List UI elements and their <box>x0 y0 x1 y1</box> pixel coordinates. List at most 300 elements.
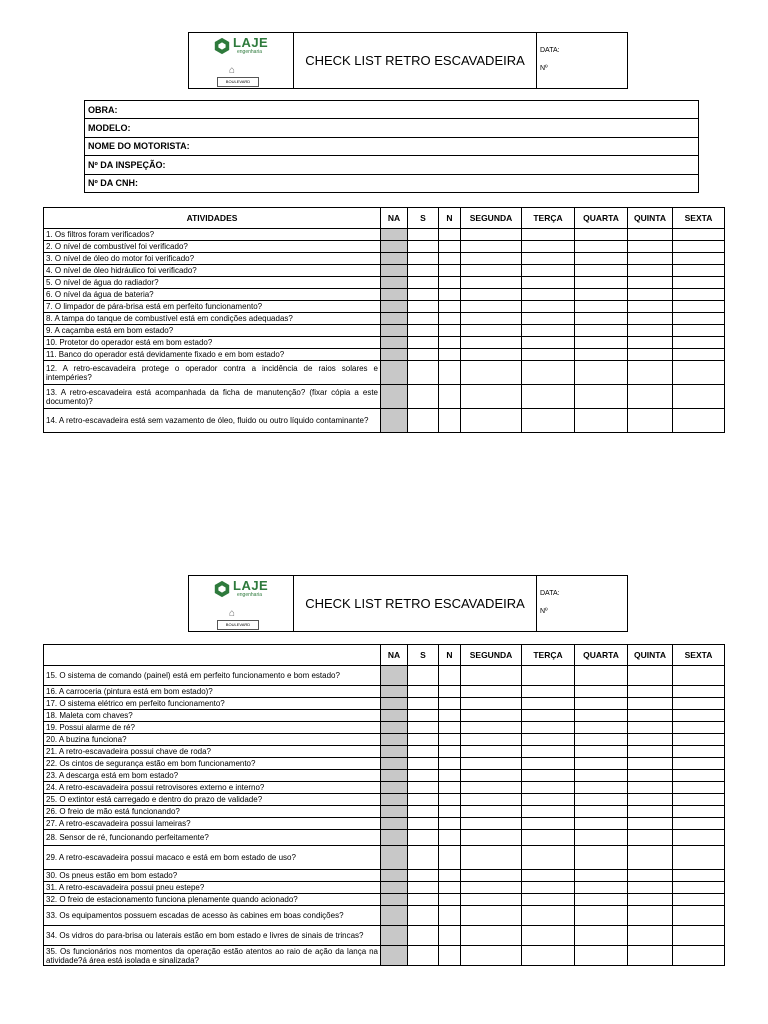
check-cell[interactable] <box>575 722 628 734</box>
check-cell[interactable] <box>439 686 461 698</box>
check-cell[interactable] <box>522 770 575 782</box>
check-cell[interactable] <box>408 686 439 698</box>
check-cell[interactable] <box>439 870 461 882</box>
check-cell[interactable] <box>575 770 628 782</box>
check-cell[interactable] <box>673 882 725 894</box>
check-cell[interactable] <box>461 906 522 926</box>
check-cell[interactable] <box>461 337 522 349</box>
number-label: Nº <box>540 65 548 72</box>
check-cell[interactable] <box>461 710 522 722</box>
check-cell[interactable] <box>628 265 673 277</box>
check-cell[interactable] <box>673 289 725 301</box>
check-cell[interactable] <box>628 734 673 746</box>
check-cell[interactable] <box>408 782 439 794</box>
check-cell[interactable] <box>522 746 575 758</box>
check-cell[interactable] <box>628 806 673 818</box>
check-cell[interactable] <box>439 734 461 746</box>
check-cell[interactable] <box>381 794 408 806</box>
check-cell[interactable] <box>461 794 522 806</box>
activity-text: 16. A carroceria (pintura está em bom estado)? <box>44 686 381 698</box>
check-cell[interactable] <box>522 253 575 265</box>
check-cell[interactable] <box>461 301 522 313</box>
check-cell[interactable] <box>522 409 575 433</box>
check-cell[interactable] <box>439 265 461 277</box>
check-cell[interactable] <box>461 882 522 894</box>
check-cell[interactable] <box>408 870 439 882</box>
check-cell[interactable] <box>461 734 522 746</box>
company-logo <box>189 33 294 88</box>
check-cell[interactable] <box>439 818 461 830</box>
table-row <box>44 794 725 806</box>
check-cell[interactable] <box>522 818 575 830</box>
check-cell[interactable] <box>575 325 628 337</box>
check-cell[interactable] <box>673 313 725 325</box>
check-cell[interactable] <box>575 782 628 794</box>
check-cell[interactable] <box>461 325 522 337</box>
check-cell[interactable] <box>461 277 522 289</box>
check-cell[interactable] <box>381 710 408 722</box>
check-cell[interactable] <box>575 746 628 758</box>
check-cell[interactable] <box>522 870 575 882</box>
check-cell[interactable] <box>673 870 725 882</box>
check-cell[interactable] <box>522 277 575 289</box>
check-cell[interactable] <box>408 666 439 686</box>
check-cell[interactable] <box>628 277 673 289</box>
check-cell[interactable] <box>408 229 439 241</box>
check-cell[interactable] <box>439 253 461 265</box>
check-cell[interactable] <box>461 830 522 846</box>
check-cell[interactable] <box>522 894 575 906</box>
check-cell[interactable] <box>522 349 575 361</box>
check-cell[interactable] <box>673 349 725 361</box>
check-cell[interactable] <box>628 698 673 710</box>
check-cell[interactable] <box>628 830 673 846</box>
check-cell[interactable] <box>575 385 628 409</box>
check-cell[interactable] <box>522 265 575 277</box>
check-cell[interactable] <box>575 818 628 830</box>
check-cell[interactable] <box>408 277 439 289</box>
check-cell[interactable] <box>575 337 628 349</box>
check-cell[interactable] <box>673 666 725 686</box>
check-cell[interactable] <box>522 229 575 241</box>
check-cell[interactable] <box>439 325 461 337</box>
check-cell[interactable] <box>575 806 628 818</box>
check-cell[interactable] <box>575 686 628 698</box>
check-cell[interactable] <box>628 794 673 806</box>
check-cell[interactable] <box>575 830 628 846</box>
check-cell[interactable] <box>673 806 725 818</box>
check-cell[interactable] <box>461 253 522 265</box>
check-cell[interactable] <box>439 337 461 349</box>
check-cell[interactable] <box>439 758 461 770</box>
check-cell[interactable] <box>408 906 439 926</box>
check-cell[interactable] <box>461 926 522 946</box>
check-cell[interactable] <box>673 686 725 698</box>
check-cell[interactable] <box>575 277 628 289</box>
check-cell[interactable] <box>408 325 439 337</box>
check-cell[interactable] <box>461 782 522 794</box>
check-cell[interactable] <box>575 846 628 870</box>
check-cell[interactable] <box>575 253 628 265</box>
check-cell[interactable] <box>408 818 439 830</box>
check-cell[interactable] <box>628 361 673 385</box>
check-cell[interactable] <box>439 946 461 966</box>
check-cell[interactable] <box>408 794 439 806</box>
check-cell[interactable] <box>673 229 725 241</box>
check-cell[interactable] <box>673 758 725 770</box>
check-cell[interactable] <box>522 758 575 770</box>
check-cell[interactable] <box>439 666 461 686</box>
check-cell[interactable] <box>381 289 408 301</box>
check-cell[interactable] <box>408 301 439 313</box>
check-cell[interactable] <box>575 882 628 894</box>
check-cell[interactable] <box>439 361 461 385</box>
check-cell[interactable] <box>522 806 575 818</box>
check-cell[interactable] <box>673 325 725 337</box>
activity-text: 6. O nível da água de bateria? <box>44 289 381 301</box>
check-cell[interactable] <box>673 782 725 794</box>
check-cell[interactable] <box>575 241 628 253</box>
check-cell[interactable] <box>673 241 725 253</box>
check-cell[interactable] <box>381 806 408 818</box>
check-cell[interactable] <box>673 337 725 349</box>
check-cell[interactable] <box>439 926 461 946</box>
check-cell[interactable] <box>575 313 628 325</box>
check-cell[interactable] <box>628 253 673 265</box>
check-cell[interactable] <box>628 289 673 301</box>
check-cell[interactable] <box>439 301 461 313</box>
check-cell[interactable] <box>673 894 725 906</box>
check-cell[interactable] <box>461 894 522 906</box>
activity-text: 17. O sistema elétrico em perfeito funcionamento? <box>44 698 381 710</box>
check-cell[interactable] <box>575 894 628 906</box>
check-cell[interactable] <box>628 746 673 758</box>
check-cell[interactable] <box>408 946 439 966</box>
check-cell[interactable] <box>408 926 439 946</box>
check-cell[interactable] <box>461 265 522 277</box>
check-cell[interactable] <box>522 734 575 746</box>
table-row <box>44 926 725 946</box>
check-cell[interactable] <box>461 229 522 241</box>
check-cell[interactable] <box>461 946 522 966</box>
check-cell[interactable] <box>408 846 439 870</box>
check-cell[interactable] <box>673 946 725 966</box>
check-cell[interactable] <box>381 946 408 966</box>
check-cell[interactable] <box>673 361 725 385</box>
info-field[interactable]: Nº DA CNH: <box>85 174 699 192</box>
check-cell[interactable] <box>575 666 628 686</box>
check-cell[interactable] <box>461 698 522 710</box>
check-cell[interactable] <box>408 830 439 846</box>
check-cell[interactable] <box>408 313 439 325</box>
check-cell[interactable] <box>408 882 439 894</box>
check-cell[interactable] <box>381 409 408 433</box>
check-cell[interactable] <box>628 906 673 926</box>
check-cell[interactable] <box>381 241 408 253</box>
check-cell[interactable] <box>628 241 673 253</box>
check-cell[interactable] <box>439 698 461 710</box>
check-cell[interactable] <box>439 409 461 433</box>
check-cell[interactable] <box>673 698 725 710</box>
check-cell[interactable] <box>575 698 628 710</box>
check-cell[interactable] <box>439 722 461 734</box>
check-cell[interactable] <box>575 289 628 301</box>
check-cell[interactable] <box>522 337 575 349</box>
check-cell[interactable] <box>408 894 439 906</box>
check-cell[interactable] <box>461 746 522 758</box>
check-cell[interactable] <box>673 846 725 870</box>
check-cell[interactable] <box>673 770 725 782</box>
check-cell[interactable] <box>408 241 439 253</box>
check-cell[interactable] <box>575 926 628 946</box>
check-cell[interactable] <box>439 710 461 722</box>
check-cell[interactable] <box>461 722 522 734</box>
check-cell[interactable] <box>381 361 408 385</box>
check-cell[interactable] <box>381 926 408 946</box>
check-cell[interactable] <box>673 253 725 265</box>
check-cell[interactable] <box>381 666 408 686</box>
check-cell[interactable] <box>461 409 522 433</box>
check-cell[interactable] <box>408 409 439 433</box>
check-cell[interactable] <box>381 722 408 734</box>
check-cell[interactable] <box>673 409 725 433</box>
check-cell[interactable] <box>628 770 673 782</box>
check-cell[interactable] <box>575 710 628 722</box>
check-cell[interactable] <box>381 277 408 289</box>
check-cell[interactable] <box>461 770 522 782</box>
check-cell[interactable] <box>673 277 725 289</box>
table-row <box>44 265 725 277</box>
check-cell[interactable] <box>575 301 628 313</box>
check-cell[interactable] <box>439 349 461 361</box>
check-cell[interactable] <box>522 313 575 325</box>
check-cell[interactable] <box>461 806 522 818</box>
check-cell[interactable] <box>381 301 408 313</box>
check-cell[interactable] <box>522 666 575 686</box>
check-cell[interactable] <box>522 906 575 926</box>
check-cell[interactable] <box>381 870 408 882</box>
check-cell[interactable] <box>439 289 461 301</box>
check-cell[interactable] <box>522 846 575 870</box>
check-cell[interactable] <box>628 758 673 770</box>
info-field[interactable]: Nº DA INSPEÇÃO: <box>85 156 699 174</box>
table-row <box>44 698 725 710</box>
check-cell[interactable] <box>439 746 461 758</box>
check-cell[interactable] <box>575 946 628 966</box>
check-cell[interactable] <box>408 361 439 385</box>
check-cell[interactable] <box>628 349 673 361</box>
check-cell[interactable] <box>381 906 408 926</box>
check-cell[interactable] <box>439 229 461 241</box>
info-field[interactable]: NOME DO MOTORISTA: <box>85 137 699 155</box>
check-cell[interactable] <box>381 830 408 846</box>
column-header: QUINTA <box>628 208 673 229</box>
check-cell[interactable] <box>628 870 673 882</box>
check-cell[interactable] <box>439 906 461 926</box>
check-cell[interactable] <box>522 794 575 806</box>
activity-text: 2. O nível de combustível foi verificado? <box>44 241 381 253</box>
check-cell[interactable] <box>628 722 673 734</box>
check-cell[interactable] <box>575 794 628 806</box>
check-cell[interactable] <box>522 710 575 722</box>
check-cell[interactable] <box>439 794 461 806</box>
check-cell[interactable] <box>408 806 439 818</box>
check-cell[interactable] <box>381 846 408 870</box>
column-header: ATIVIDADES <box>44 208 381 229</box>
check-cell[interactable] <box>575 361 628 385</box>
check-cell[interactable] <box>522 241 575 253</box>
check-cell[interactable] <box>381 313 408 325</box>
check-cell[interactable] <box>461 818 522 830</box>
check-cell[interactable] <box>461 349 522 361</box>
check-cell[interactable] <box>381 686 408 698</box>
check-cell[interactable] <box>408 722 439 734</box>
check-cell[interactable] <box>628 882 673 894</box>
check-cell[interactable] <box>673 906 725 926</box>
check-cell[interactable] <box>575 409 628 433</box>
check-cell[interactable] <box>628 325 673 337</box>
check-cell[interactable] <box>522 301 575 313</box>
check-cell[interactable] <box>408 337 439 349</box>
check-cell[interactable] <box>381 882 408 894</box>
check-cell[interactable] <box>628 385 673 409</box>
check-cell[interactable] <box>522 361 575 385</box>
check-cell[interactable] <box>628 782 673 794</box>
check-cell[interactable] <box>628 301 673 313</box>
check-cell[interactable] <box>461 870 522 882</box>
check-cell[interactable] <box>381 253 408 265</box>
check-cell[interactable] <box>575 734 628 746</box>
check-cell[interactable] <box>628 946 673 966</box>
check-cell[interactable] <box>381 818 408 830</box>
check-cell[interactable] <box>673 734 725 746</box>
check-cell[interactable] <box>673 818 725 830</box>
check-cell[interactable] <box>381 385 408 409</box>
check-cell[interactable] <box>522 289 575 301</box>
check-cell[interactable] <box>439 882 461 894</box>
check-cell[interactable] <box>408 289 439 301</box>
check-cell[interactable] <box>461 241 522 253</box>
check-cell[interactable] <box>439 806 461 818</box>
check-cell[interactable] <box>461 385 522 409</box>
check-cell[interactable] <box>628 229 673 241</box>
check-cell[interactable] <box>673 794 725 806</box>
check-cell[interactable] <box>408 758 439 770</box>
check-cell[interactable] <box>408 734 439 746</box>
check-cell[interactable] <box>522 722 575 734</box>
check-cell[interactable] <box>575 349 628 361</box>
check-cell[interactable] <box>408 746 439 758</box>
check-cell[interactable] <box>381 746 408 758</box>
check-cell[interactable] <box>381 325 408 337</box>
check-cell[interactable] <box>461 361 522 385</box>
check-cell[interactable] <box>408 265 439 277</box>
check-cell[interactable] <box>628 894 673 906</box>
check-cell[interactable] <box>381 698 408 710</box>
check-cell[interactable] <box>381 770 408 782</box>
check-cell[interactable] <box>522 782 575 794</box>
check-cell[interactable] <box>439 313 461 325</box>
check-cell[interactable] <box>575 870 628 882</box>
check-cell[interactable] <box>408 698 439 710</box>
check-cell[interactable] <box>439 277 461 289</box>
check-cell[interactable] <box>628 313 673 325</box>
check-cell[interactable] <box>461 758 522 770</box>
check-cell[interactable] <box>522 385 575 409</box>
check-cell[interactable] <box>461 289 522 301</box>
check-cell[interactable] <box>575 906 628 926</box>
check-cell[interactable] <box>439 830 461 846</box>
check-cell[interactable] <box>408 385 439 409</box>
check-cell[interactable] <box>522 946 575 966</box>
check-cell[interactable] <box>673 385 725 409</box>
check-cell[interactable] <box>461 846 522 870</box>
check-cell[interactable] <box>381 265 408 277</box>
check-cell[interactable] <box>439 241 461 253</box>
check-cell[interactable] <box>673 710 725 722</box>
check-cell[interactable] <box>575 758 628 770</box>
check-cell[interactable] <box>408 253 439 265</box>
check-cell[interactable] <box>673 722 725 734</box>
checklist-table-1 <box>43 207 725 433</box>
check-cell[interactable] <box>628 686 673 698</box>
check-cell[interactable] <box>381 782 408 794</box>
check-cell[interactable] <box>673 301 725 313</box>
form-header-2 <box>188 575 628 632</box>
check-cell[interactable] <box>628 846 673 870</box>
check-cell[interactable] <box>408 770 439 782</box>
check-cell[interactable] <box>439 385 461 409</box>
check-cell[interactable] <box>628 926 673 946</box>
info-field[interactable]: OBRA: <box>85 101 699 119</box>
check-cell[interactable] <box>575 229 628 241</box>
logo-word: LAJE <box>233 35 269 50</box>
check-cell[interactable] <box>461 666 522 686</box>
check-cell[interactable] <box>408 349 439 361</box>
check-cell[interactable] <box>522 325 575 337</box>
check-cell[interactable] <box>381 734 408 746</box>
check-cell[interactable] <box>381 758 408 770</box>
check-cell[interactable] <box>439 770 461 782</box>
check-cell[interactable] <box>673 265 725 277</box>
check-cell[interactable] <box>381 349 408 361</box>
check-cell[interactable] <box>408 710 439 722</box>
check-cell[interactable] <box>673 746 725 758</box>
check-cell[interactable] <box>522 830 575 846</box>
check-cell[interactable] <box>439 894 461 906</box>
check-cell[interactable] <box>673 830 725 846</box>
check-cell[interactable] <box>439 782 461 794</box>
check-cell[interactable] <box>628 337 673 349</box>
check-cell[interactable] <box>522 686 575 698</box>
check-cell[interactable] <box>439 846 461 870</box>
check-cell[interactable] <box>628 409 673 433</box>
check-cell[interactable] <box>522 882 575 894</box>
check-cell[interactable] <box>381 337 408 349</box>
check-cell[interactable] <box>522 698 575 710</box>
info-field[interactable]: MODELO: <box>85 119 699 137</box>
check-cell[interactable] <box>381 894 408 906</box>
check-cell[interactable] <box>381 229 408 241</box>
check-cell[interactable] <box>575 265 628 277</box>
check-cell[interactable] <box>628 666 673 686</box>
check-cell[interactable] <box>628 710 673 722</box>
check-cell[interactable] <box>673 926 725 946</box>
check-cell[interactable] <box>628 818 673 830</box>
check-cell[interactable] <box>522 926 575 946</box>
check-cell[interactable] <box>461 686 522 698</box>
check-cell[interactable] <box>461 313 522 325</box>
